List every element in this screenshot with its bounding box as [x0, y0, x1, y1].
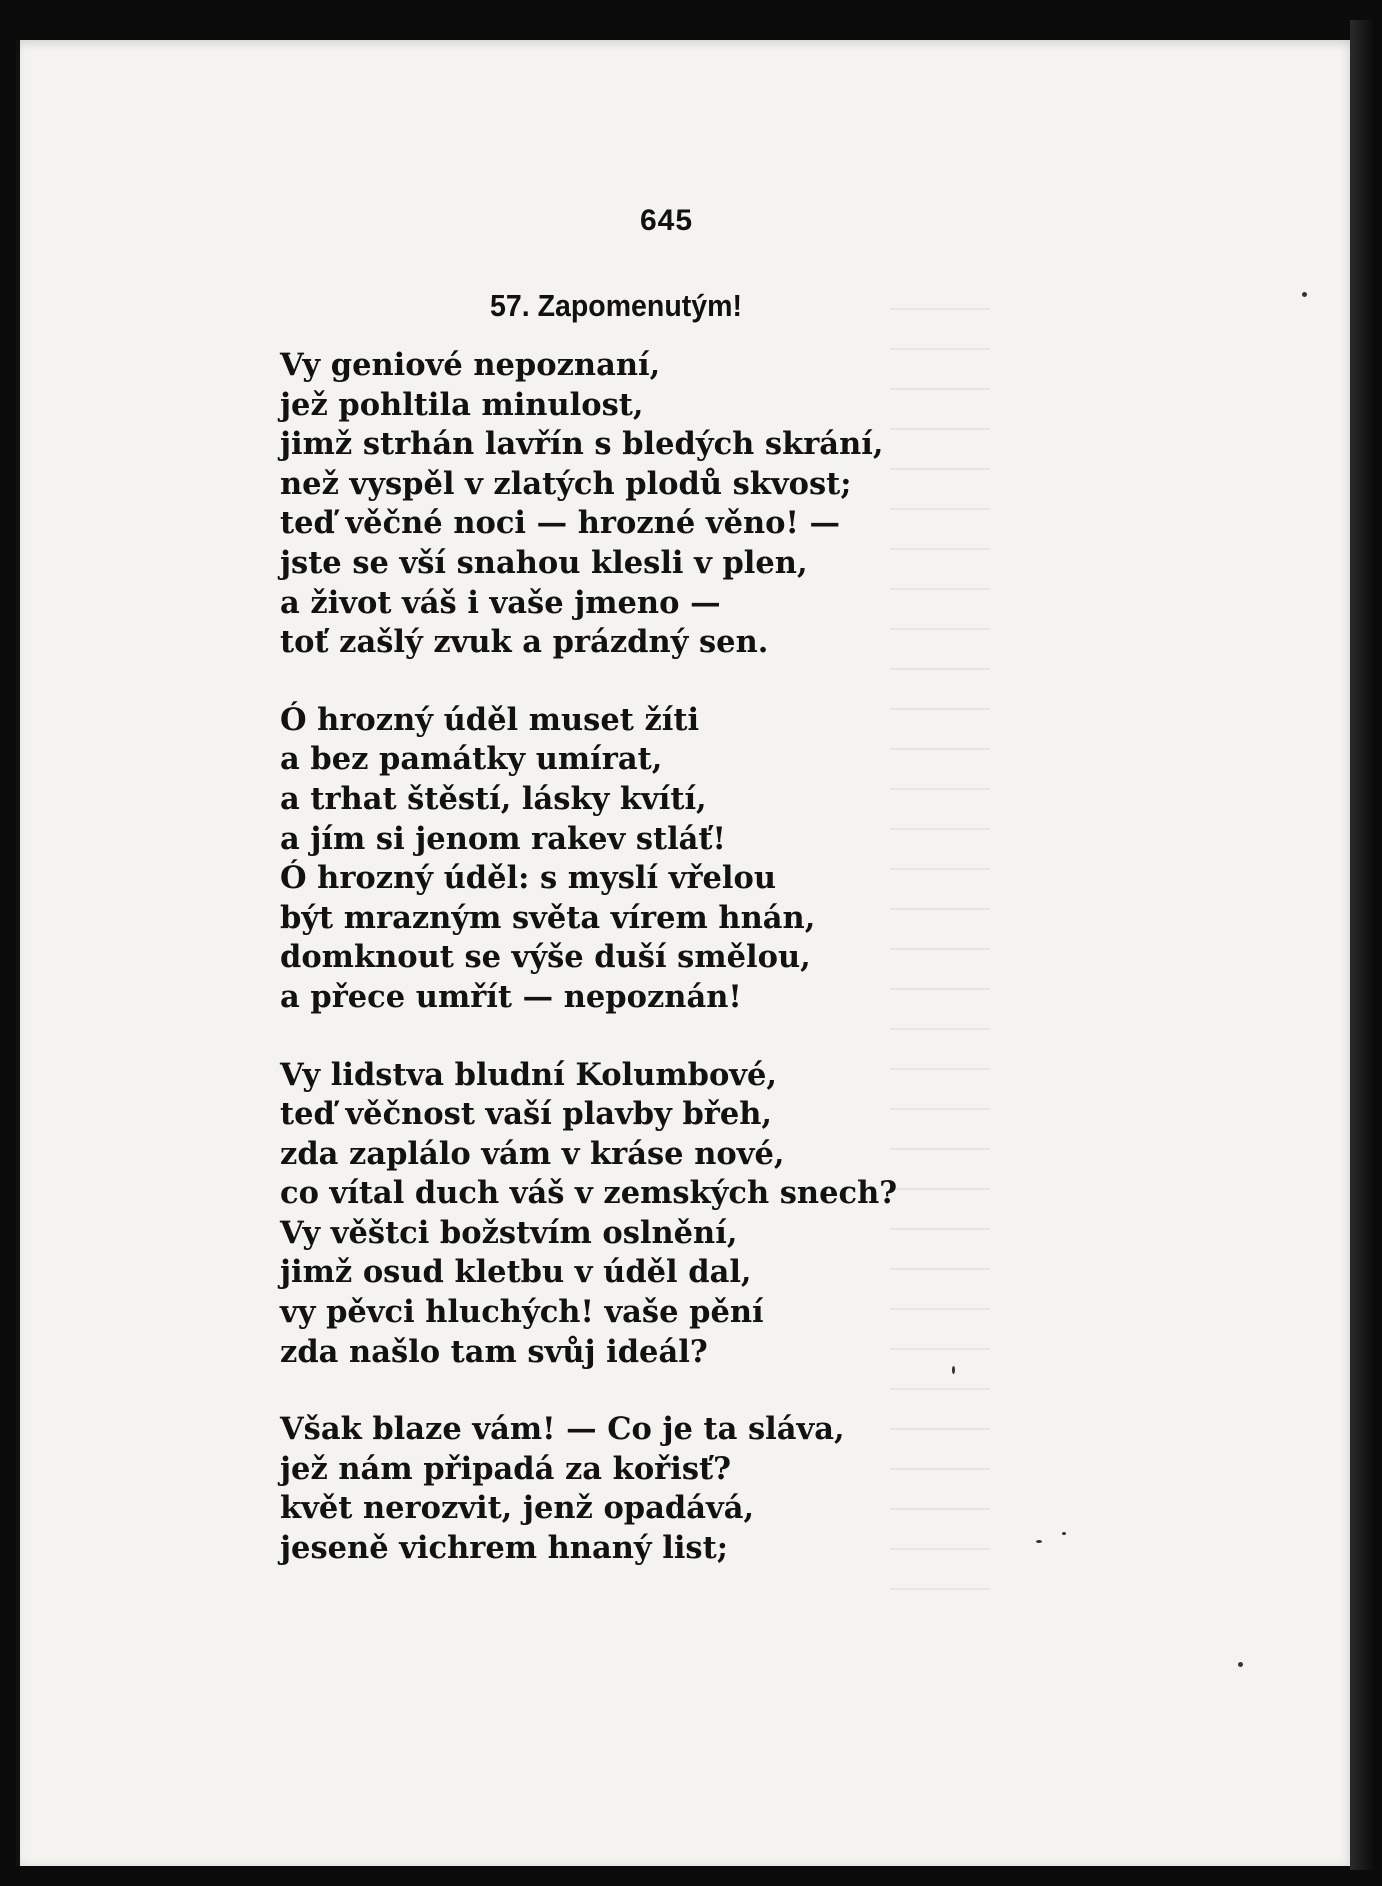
- stanza: [280, 1056, 900, 1373]
- poem-body: [280, 346, 900, 1607]
- poem-line: jež nám připadá za kořisť?: [280, 1450, 731, 1487]
- poem-line: zda zaplálo vám v kráse nové,: [280, 1135, 785, 1172]
- poem-line: a přece umřít — nepoznán!: [280, 978, 742, 1015]
- stanza: [280, 346, 900, 663]
- poem-line: Ó hrozný úděl: s myslí vřelou: [280, 860, 777, 897]
- poem-line: jež pohltila minulost,: [280, 386, 644, 423]
- poem-line: jimž strhán lavřín s bledých skrání,: [280, 426, 884, 463]
- poem-line: vy pěvci hluchých! vaše pění: [280, 1294, 764, 1331]
- poem-line: co vítal duch váš v zemských snech?: [280, 1175, 898, 1212]
- dust-speck: [1036, 1540, 1042, 1543]
- poem-line: a jím si jenom rakev stláť!: [280, 820, 726, 857]
- poem-line: a trhat štěstí, lásky kvítí,: [280, 780, 707, 817]
- poem-line: zda našlo tam svůj ideál?: [280, 1333, 708, 1370]
- poem-line: domknout se výše duší smělou,: [280, 939, 811, 976]
- poem-line: toť zašlý zvuk a prázdný sen.: [280, 624, 769, 661]
- page-number: 645: [640, 204, 694, 237]
- poem-line: květ nerozvit, jenž opadává,: [280, 1490, 755, 1527]
- poem-line: Však blaze vám! — Co je ta sláva,: [280, 1411, 845, 1448]
- poem-line: jimž osud kletbu v úděl dal,: [280, 1254, 752, 1291]
- poem-line: a bez památky umírat,: [280, 741, 663, 778]
- poem-line: než vyspěl v zlatých plodů skvost;: [280, 465, 852, 502]
- poem-line: a život váš i vaše jmeno —: [280, 584, 721, 621]
- stanza: [280, 1410, 900, 1568]
- dust-speck: [952, 1366, 955, 1374]
- poem-line: Vy lidstva bludní Kolumbové,: [280, 1056, 778, 1093]
- bleed-through-text: [890, 290, 990, 1610]
- poem-line: jste se vší snahou klesli v plen,: [280, 544, 808, 581]
- poem-line: teď věčné noci — hrozné věno! —: [280, 505, 841, 542]
- poem-line: Ó hrozný úděl muset žíti: [280, 701, 700, 738]
- dust-speck: [1302, 292, 1307, 297]
- poem-line: Vy věštci božstvím oslnění,: [280, 1214, 738, 1251]
- dust-speck: [1062, 1532, 1066, 1535]
- poem-line: teď věčnost vaší plavby břeh,: [280, 1096, 773, 1133]
- poem-line: Vy geniové nepoznaní,: [280, 347, 661, 383]
- poem-line: být mrazným světa vírem hnán,: [280, 899, 816, 936]
- page-edge-shadow: [1350, 20, 1376, 1870]
- poem-title: 57. Zapomenutým!: [490, 288, 742, 323]
- stanza: [280, 701, 900, 1018]
- poem-line: jeseně vichrem hnaný list;: [280, 1530, 728, 1567]
- dust-speck: [1238, 1662, 1243, 1667]
